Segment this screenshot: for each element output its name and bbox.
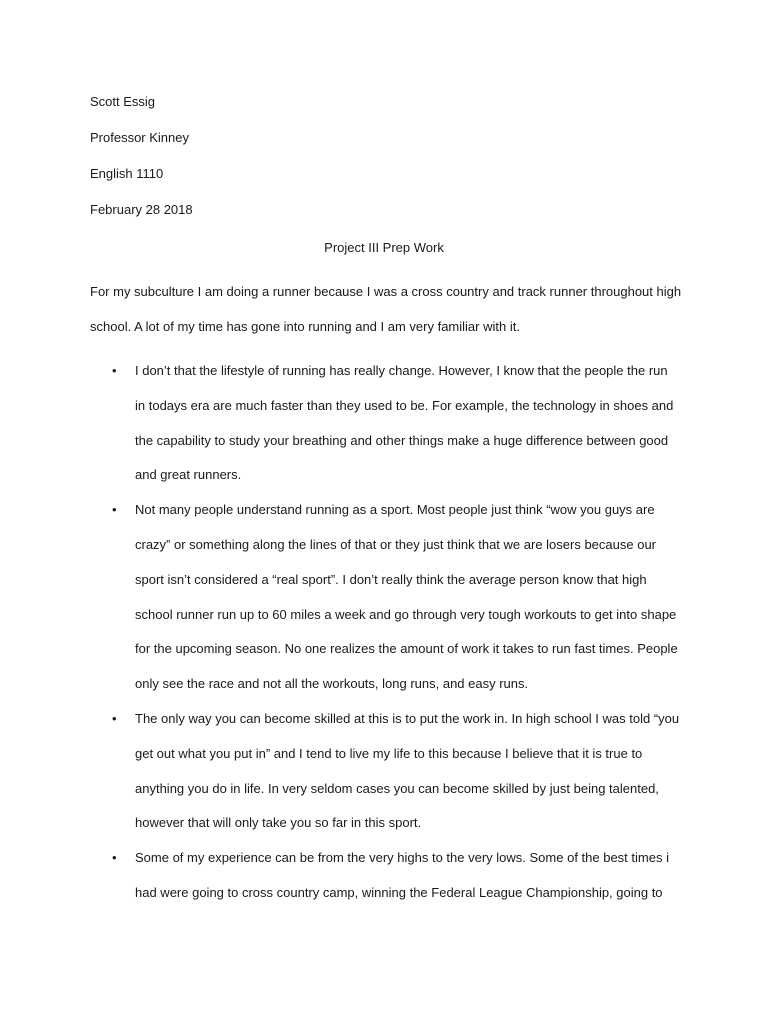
document-title: Project III Prep Work [324, 240, 444, 255]
bullet-icon: • [112, 850, 117, 866]
bullet-icon: • [112, 363, 117, 378]
course-name: English 1110 [90, 166, 164, 181]
bullet-text: I don’t that the lifestyle of running has really change. However, I know that the people the run in todays era are much faster than they used to be. For example, the technology in shoes and the capability to study your breathing and other things make a huge difference between good and great runners. [135, 363, 674, 483]
bullet-item [0, 702, 680, 841]
bullet-icon: • [112, 710, 117, 726]
bullet-text: The only way you can become skilled at this is to put the work in. In high school I was told “you get out what you put in” and I tend to live my life to this because I believe that it is true to anything you do in life. In very seldom cases you can become skilled by just being talented, however that will only take you so far in this sport. [135, 710, 680, 831]
bullet-item [0, 841, 680, 911]
bullet-item [0, 493, 680, 702]
document-date: February 28 2018 [90, 202, 193, 217]
bullet-text: Some of my experience can be from the very highs to the very lows. Some of the best times i had were going to cross country camp, winning the Federal League Championship, going to [135, 850, 669, 900]
bullet-list [0, 354, 768, 911]
student-name: Scott Essig [90, 94, 156, 109]
bullet-item [0, 354, 680, 493]
intro-paragraph: For my subculture I am doing a runner because I was a cross country and track runner throughout high school. A lot of my time has gone into running and I am very familiar with it. [90, 284, 682, 334]
professor-name: Professor Kinney [90, 130, 189, 145]
bullet-text: Not many people understand running as a sport. Most people just think “wow you guys are crazy” or something along the lines of that or they just think that we are losers because our sport isn’t considered a “real sport”. I don’t really think the average person know that high school runner run up to 60 miles a week and go through very tough workouts to get into shape for the upcoming season. No one realizes the amount of work it takes to run fast times. People only see the race and not all the workouts, long runs, and easy runs. [135, 502, 678, 692]
bullet-icon: • [112, 502, 117, 518]
